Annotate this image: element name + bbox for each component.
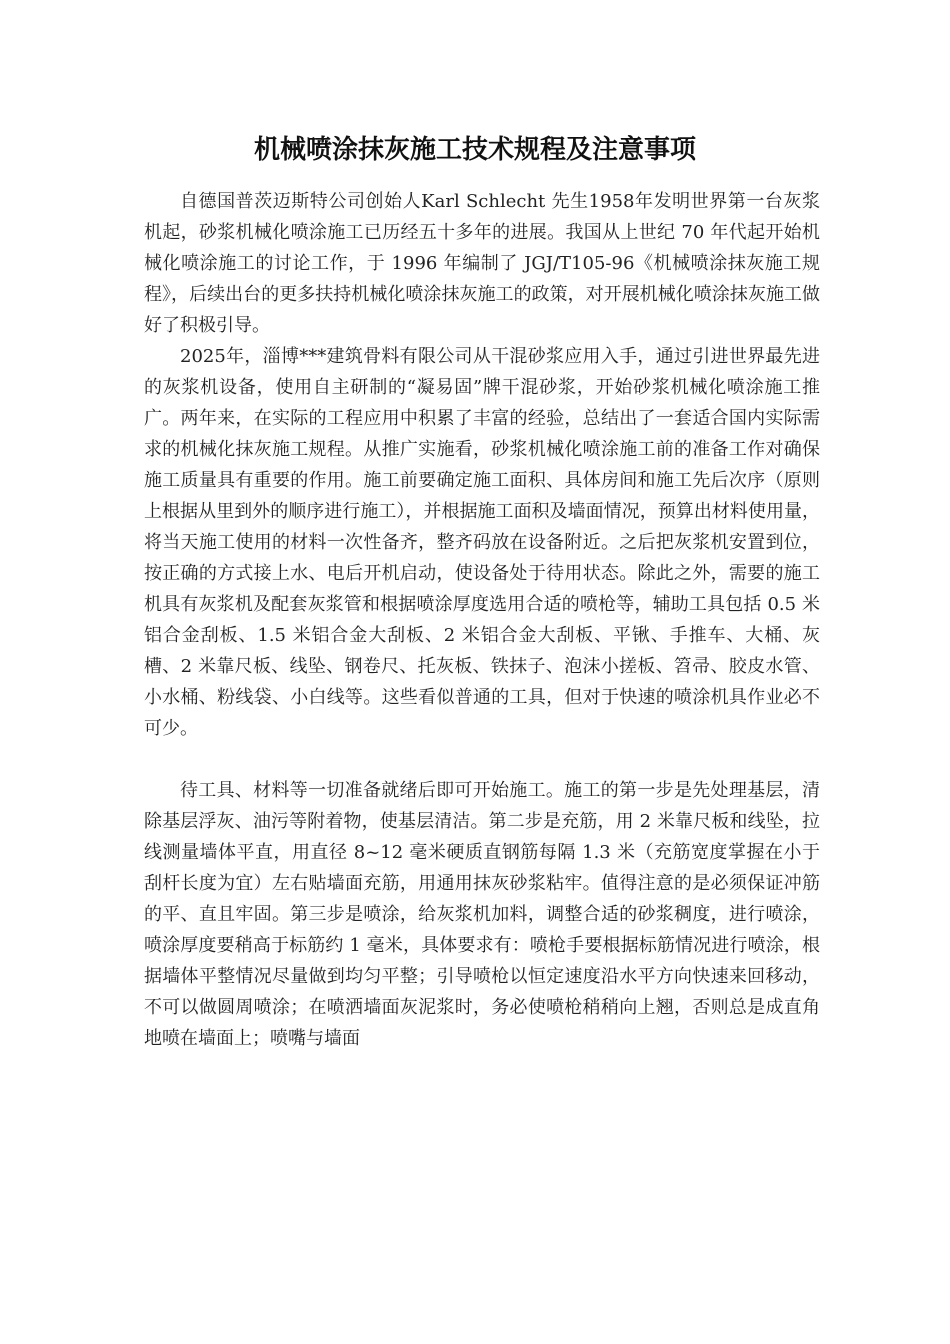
paragraph-intro: 自德国普茨迈斯特公司创始人Karl Schlecht 先生1958年发明世界第一台灰浆机起，砂浆机械化喷涂施工已历经五十多年的进展。我国从上世纪 70 年代起开始机械化喷涂施工的讨论工作，于 1996 年编制了 JGJ/T105-96《机械喷涂抹灰施工规程》，后续出台的更多扶持机械化喷涂抹灰施工的政策，对开展机械化喷涂抹灰施工做好了积极引导。 xyxy=(144,191,820,336)
paragraph-spacer xyxy=(144,744,820,775)
document-title: 机械喷涂抹灰施工技术规程及注意事项 xyxy=(253,135,696,165)
document-body xyxy=(144,186,820,1054)
paragraph-preparation: 2025年，淄博***建筑骨料有限公司从干混砂浆应用入手，通过引进世界最先进的灰浆机设备，使用自主研制的“凝易固”牌干混砂浆，开始砂浆机械化喷涂施工推广。两年来，在实际的工程应用中积累了丰富的经验，总结出了一套适合国内实际需求的机械化抹灰施工规程。从推广实施看，砂浆机械化喷涂施工前的准备工作对确保施工质量具有重要的作用。施工前要确定施工面积、具体房间和施工先后次序（原则上根据从里到外的顺序进行施工），并根据施工面积及墙面情况，预算出材料使用量，将当天施工使用的材料一次性备齐，整齐码放在设备附近。之后把灰浆机安置到位，按正确的方式接上水、电后开机启动，使设备处于待用状态。除此之外，需要的施工机具有灰浆机及配套灰浆管和根据喷涂厚度选用合适的喷枪等，辅助工具包括 0.5 米铝合金刮板、1.5 米铝合金大刮板、2 米铝合金大刮板、平锹、手推车、大桶、灰槽、2 米靠尺板、线坠、钢卷尺、托灰板、铁抹子、泡沫小搓板、笤帚、胶皮水管、小水桶、粉线袋、小白线等。这些看似普通的工具，但对于快速的喷涂机具作业必不可少。 xyxy=(144,346,820,739)
paragraph-construction-steps: 待工具、材料等一切准备就绪后即可开始施工。施工的第一步是先处理基层，清除基层浮灰、油污等附着物，使基层清洁。第二步是充筋，用 2 米靠尺板和线坠，拉线测量墙体平直，用直径 8~12 毫米硬质直钢筋每隔 1.3 米（充筋宽度掌握在小于刮杆长度为宜）左右贴墙面充筋，用通用抹灰砂浆粘牢。值得注意的是必须保证冲筋的平、直且牢固。第三步是喷涂，给灰浆机加料，调整合适的砂浆稠度，进行喷涂，喷涂厚度要稍高于标筋约 1 毫米，具体要求有：喷枪手要根据标筋情况进行喷涂，根据墙体平整情况尽量做到均匀平整；引导喷枪以恒定速度沿水平方向快速来回移动，不可以做圆周喷涂；在喷洒墙面灰泥浆时，务必使喷枪稍稍向上翘，否则总是成直角地喷在墙面上；喷嘴与墙面 xyxy=(144,780,820,1049)
